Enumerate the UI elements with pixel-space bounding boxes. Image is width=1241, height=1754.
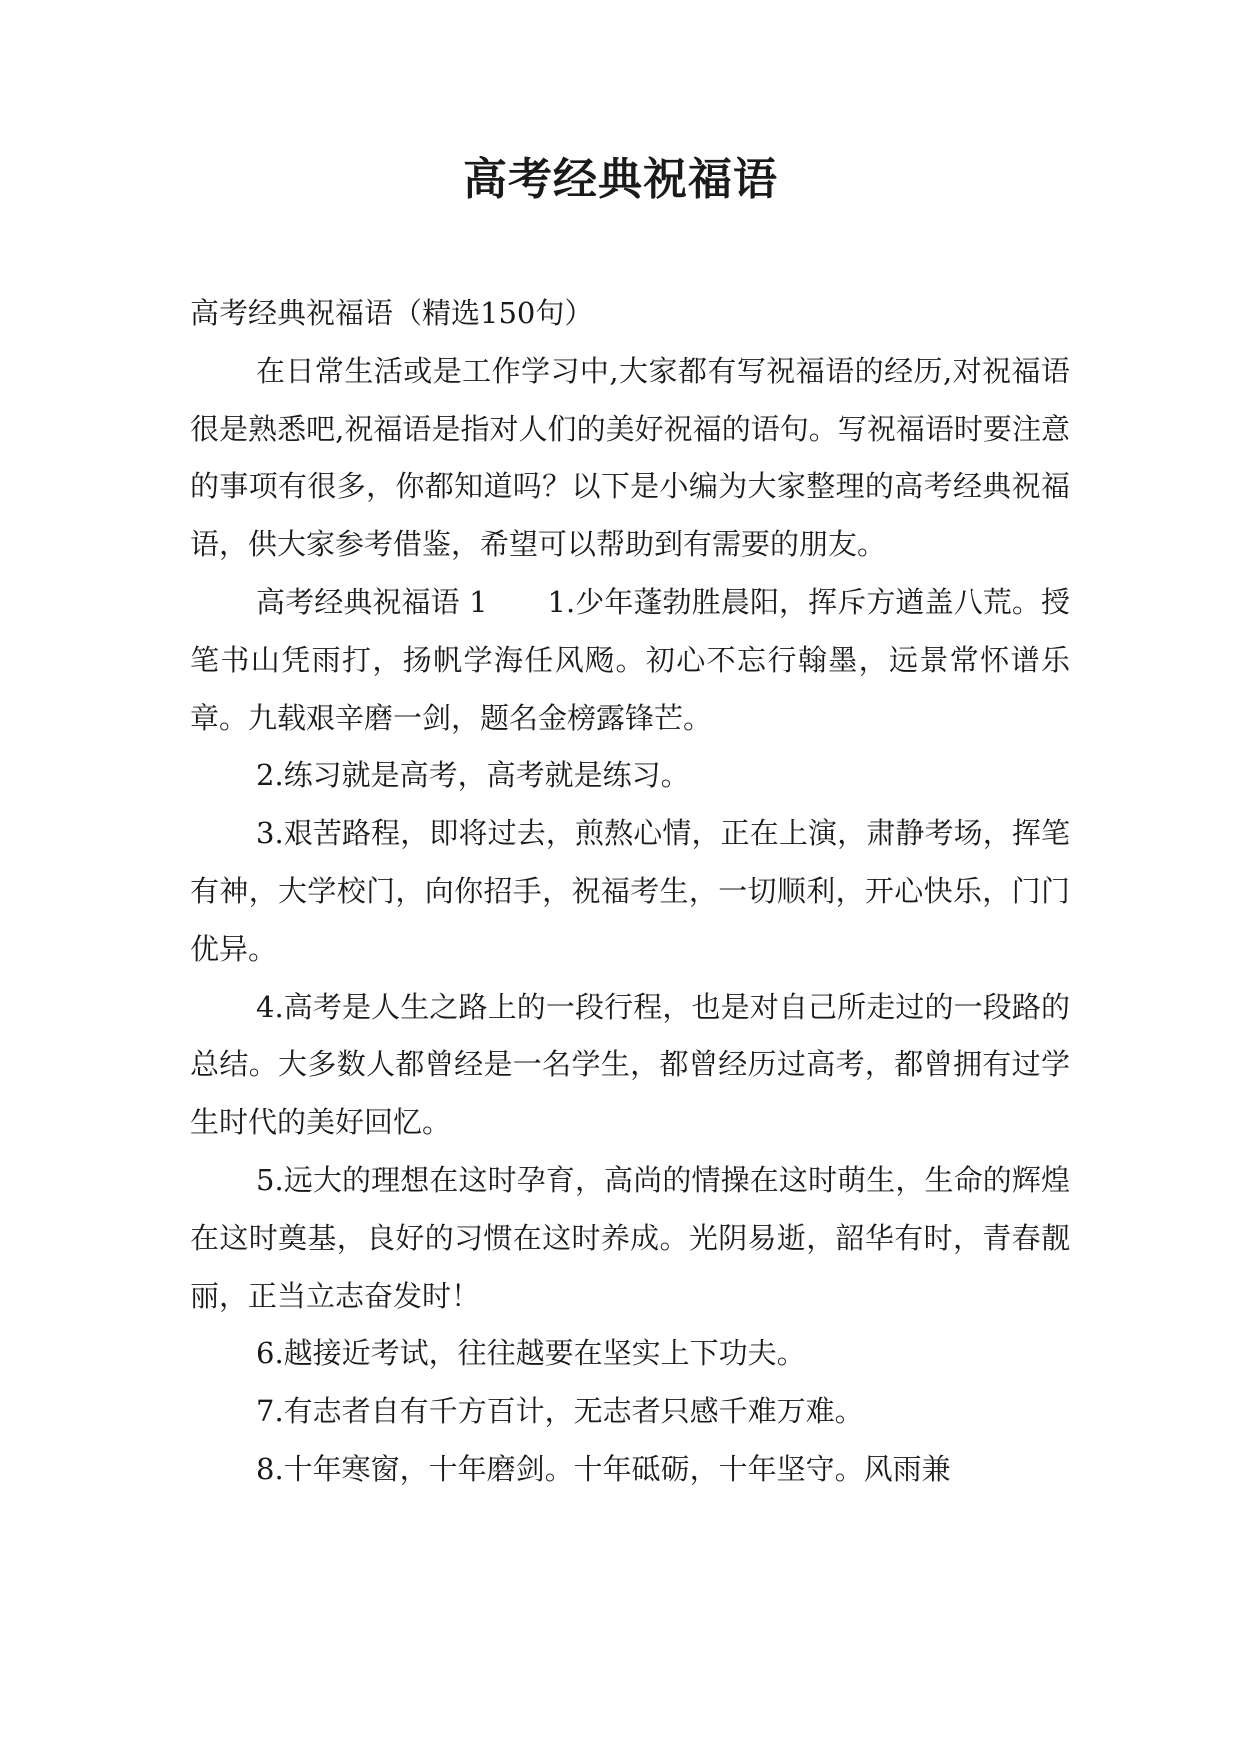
section-heading: 高考经典祝福语 1 xyxy=(256,584,488,619)
blessing-item: 3.艰苦路程，即将过去，煎熬心情，正在上演，肃静考场，挥笔有神，大学校门，向你招手，祝福考生，一切顺利，开心快乐，门门优异。 xyxy=(190,816,1070,966)
blessing-item: 7.有志者自有千方百计，无志者只感千难万难。 xyxy=(256,1394,864,1429)
blessing-item-text: 1.少年蓬勃胜晨阳，挥斥方遒盖八荒。授笔书山凭雨打，扬帆学海任风飏。初心不忘行翰墨，远景常怀谱乐章。九载艰辛磨一剑，题名金榜露锋芒。 xyxy=(190,584,1071,735)
document-title: 高考经典祝福语 xyxy=(463,154,778,205)
blessing-item: 6.越接近考试，往往越要在坚实上下功夫。 xyxy=(256,1336,806,1371)
blessing-item: 2.练习就是高考，高考就是练习。 xyxy=(256,758,690,793)
document-subtitle: 高考经典祝福语（精选150句） xyxy=(190,296,594,330)
blessing-item: 4.高考是人生之路上的一段行程，也是对自己所走过的一段路的总结。大多数人都曾经是一名学生，都曾经历过高考，都曾拥有过学生时代的美好回忆。 xyxy=(190,989,1070,1140)
blessing-item xyxy=(190,574,1070,747)
blessing-item: 5.远大的理想在这时孕育，高尚的情操在这时萌生，生命的辉煌在这时奠基，良好的习惯在这时养成。光阴易逝，韶华有时，青春靓丽，正当立志奋发时！ xyxy=(190,1162,1070,1313)
document-body xyxy=(190,285,1070,1499)
intro-paragraph: 在日常生活或是工作学习中,大家都有写祝福语的经历,对祝福语很是熟悉吧,祝福语是指对人们的美好祝福的语句。写祝福语时要注意的事项有很多，你都知道吗？以下是小编为大家整理的高考经典祝福语，供大家参考借鉴，希望可以帮助到有需要的朋友。 xyxy=(190,353,1070,562)
blessing-item: 8.十年寒窗，十年磨剑。十年砥砺，十年坚守。风雨兼 xyxy=(256,1451,951,1486)
